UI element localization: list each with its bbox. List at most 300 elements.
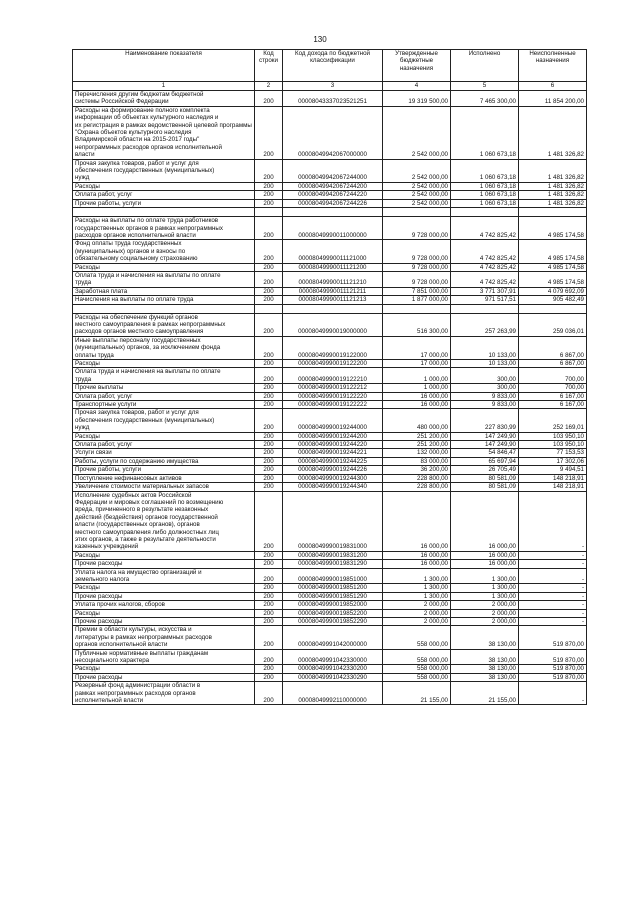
row-approved: 2 542 000,00 bbox=[383, 159, 451, 182]
table-row bbox=[73, 401, 587, 409]
row-unexecuted: 4 985 174,58 bbox=[519, 240, 587, 263]
row-income-code: 00008049990019851200 bbox=[283, 584, 383, 592]
row-name: Расходы bbox=[73, 584, 255, 592]
row-name: Фонд оплаты труда государственных (муниципальных) органов и взносы по обязательному социальному страхованию bbox=[73, 240, 255, 263]
table-row bbox=[73, 483, 587, 491]
row-approved: 228 800,00 bbox=[383, 474, 451, 482]
row-unexecuted: 103 950,10 bbox=[519, 441, 587, 449]
table-row bbox=[73, 551, 587, 559]
row-name: Перечисления другим бюджетам бюджетной системы Российской Федерации bbox=[73, 91, 255, 107]
row-name: Поступление нефинансовых активов bbox=[73, 474, 255, 482]
row-income-code: 00008049942067244220 bbox=[283, 191, 383, 199]
row-approved: 9 728 000,00 bbox=[383, 217, 451, 240]
row-line-code: 200 bbox=[255, 649, 283, 665]
row-income-code: 00008049991042330290 bbox=[283, 673, 383, 681]
row-executed: 1 060 673,18 bbox=[451, 159, 519, 182]
row-income-code: 00008049942067244200 bbox=[283, 182, 383, 190]
table-body bbox=[73, 91, 587, 705]
column-number: 4 bbox=[383, 82, 451, 91]
row-line-code: 200 bbox=[255, 626, 283, 649]
row-income-code: 00008049990019831000 bbox=[283, 491, 383, 551]
row-name: Увеличение стоимости материальных запасов bbox=[73, 483, 255, 491]
row-name: Расходы bbox=[73, 360, 255, 368]
row-approved: 2 000,00 bbox=[383, 609, 451, 617]
row-name: Прочие выплаты bbox=[73, 384, 255, 392]
row-name: Расходы bbox=[73, 182, 255, 190]
row-income-code: 00008049990019852290 bbox=[283, 618, 383, 626]
row-line-code: 200 bbox=[255, 296, 283, 304]
row-name: Расходы на формирование полного комплекта информации об объектах культурного наследия и их регистрация в рамках ведомственной целевой программы "Охрана объектов культурного наследия Владимирской области на 2015-2017 годы" непрограммных расходов органов исполнительной власти bbox=[73, 106, 255, 159]
row-unexecuted: 6 867,00 bbox=[519, 360, 587, 368]
table-row bbox=[73, 618, 587, 626]
row-line-code: 200 bbox=[255, 217, 283, 240]
table-row bbox=[73, 368, 587, 384]
table-row bbox=[73, 304, 587, 313]
table-row bbox=[73, 592, 587, 600]
row-line-code: 200 bbox=[255, 584, 283, 592]
row-unexecuted: 4 985 174,58 bbox=[519, 217, 587, 240]
row-income-code: 00008049990019831200 bbox=[283, 551, 383, 559]
table-row bbox=[73, 392, 587, 400]
row-executed: 16 000,00 bbox=[451, 491, 519, 551]
column-number: 5 bbox=[451, 82, 519, 91]
row-executed: 38 130,00 bbox=[451, 626, 519, 649]
row-income-code: 00008049942067244226 bbox=[283, 199, 383, 207]
row-name: Оплата работ, услуг bbox=[73, 191, 255, 199]
row-income-code: 00008049990019244221 bbox=[283, 449, 383, 457]
row-name: Прочая закупка товаров, работ и услуг для обеспечения государственных (муниципальных) нужд bbox=[73, 409, 255, 432]
row-line-code: 200 bbox=[255, 449, 283, 457]
row-executed: 2 000,00 bbox=[451, 618, 519, 626]
row-name: Прочая закупка товаров, работ и услуг для обеспечения государственных (муниципальных) нужд bbox=[73, 159, 255, 182]
row-income-code: 00008049990011121000 bbox=[283, 240, 383, 263]
row-approved: 17 000,00 bbox=[383, 336, 451, 359]
row-name: Исполнение судебных актов Российской Федерации и мировых соглашений по возмещению вреда, причиненного в результате незаконных действий (бездействия) органов государственной власти (государственных органов), органов местного самоуправления либо должностных лиц этих органов, а также в результате деятельности казенных учреждений bbox=[73, 491, 255, 551]
row-line-code: 200 bbox=[255, 263, 283, 271]
row-name: Оплата труда и начисления на выплаты по оплате труда bbox=[73, 271, 255, 287]
row-line-code: 200 bbox=[255, 457, 283, 465]
table-row bbox=[73, 682, 587, 705]
table-row bbox=[73, 609, 587, 617]
row-unexecuted: 700,00 bbox=[519, 368, 587, 384]
row-line-code bbox=[255, 304, 283, 313]
row-unexecuted: 1 481 326,82 bbox=[519, 182, 587, 190]
row-approved: 1 300,00 bbox=[383, 592, 451, 600]
row-income-code: 00008049990011121213 bbox=[283, 296, 383, 304]
row-executed bbox=[451, 208, 519, 217]
row-executed: 38 130,00 bbox=[451, 673, 519, 681]
row-approved: 17 000,00 bbox=[383, 360, 451, 368]
row-line-code: 200 bbox=[255, 483, 283, 491]
row-unexecuted: - bbox=[519, 491, 587, 551]
row-line-code: 200 bbox=[255, 491, 283, 551]
table-row bbox=[73, 384, 587, 392]
row-name: Расходы bbox=[73, 665, 255, 673]
header-line-code: Код строки bbox=[255, 50, 283, 82]
row-income-code bbox=[283, 304, 383, 313]
row-line-code: 200 bbox=[255, 182, 283, 190]
row-name: Расходы bbox=[73, 432, 255, 440]
row-unexecuted: 6 167,00 bbox=[519, 392, 587, 400]
column-number: 1 bbox=[73, 82, 255, 91]
row-name: Прочие расходы bbox=[73, 592, 255, 600]
row-income-code: 00008049942067000000 bbox=[283, 106, 383, 159]
row-income-code: 00008049990019851000 bbox=[283, 568, 383, 584]
row-name: Оплата работ, услуг bbox=[73, 441, 255, 449]
table-row bbox=[73, 296, 587, 304]
header-approved: Утвержденные бюджетные назначения bbox=[383, 50, 451, 82]
row-approved: 9 728 000,00 bbox=[383, 240, 451, 263]
row-unexecuted: 1 481 326,82 bbox=[519, 191, 587, 199]
row-line-code: 200 bbox=[255, 618, 283, 626]
column-number: 2 bbox=[255, 82, 283, 91]
row-executed: 26 705,49 bbox=[451, 466, 519, 474]
page-number: 130 bbox=[313, 35, 327, 44]
row-unexecuted: - bbox=[519, 592, 587, 600]
table-header-row bbox=[73, 50, 587, 82]
row-executed: 2 000,00 bbox=[451, 601, 519, 609]
row-executed: 1 060 673,18 bbox=[451, 191, 519, 199]
row-executed: 1 060 673,18 bbox=[451, 182, 519, 190]
row-approved: 16 000,00 bbox=[383, 491, 451, 551]
row-executed: 16 000,00 bbox=[451, 560, 519, 568]
row-approved: 132 000,00 bbox=[383, 449, 451, 457]
table-row bbox=[73, 441, 587, 449]
row-executed: 4 742 825,42 bbox=[451, 240, 519, 263]
row-name: Оплата работ, услуг bbox=[73, 392, 255, 400]
header-executed: Исполнено bbox=[451, 50, 519, 82]
row-executed: 7 465 300,00 bbox=[451, 91, 519, 107]
row-executed: 21 155,00 bbox=[451, 682, 519, 705]
row-name: Уплата налога на имущество организаций и земельного налога bbox=[73, 568, 255, 584]
row-approved: 1 877 000,00 bbox=[383, 296, 451, 304]
row-executed: 80 581,09 bbox=[451, 474, 519, 482]
row-income-code: 00008049990019122200 bbox=[283, 360, 383, 368]
row-approved: 516 300,00 bbox=[383, 313, 451, 336]
row-executed: 80 581,09 bbox=[451, 483, 519, 491]
row-line-code: 200 bbox=[255, 609, 283, 617]
table-row bbox=[73, 191, 587, 199]
row-name: Заработная плата bbox=[73, 287, 255, 295]
row-approved: 83 000,00 bbox=[383, 457, 451, 465]
row-income-code bbox=[283, 208, 383, 217]
row-executed: 147 249,90 bbox=[451, 441, 519, 449]
row-line-code: 200 bbox=[255, 568, 283, 584]
row-unexecuted: 4 985 174,58 bbox=[519, 271, 587, 287]
table-row bbox=[73, 584, 587, 592]
row-unexecuted: 1 481 326,82 bbox=[519, 199, 587, 207]
row-executed: 3 771 307,91 bbox=[451, 287, 519, 295]
table-row bbox=[73, 271, 587, 287]
row-line-code: 200 bbox=[255, 106, 283, 159]
row-line-code: 200 bbox=[255, 287, 283, 295]
row-name: Услуги связи bbox=[73, 449, 255, 457]
row-income-code: 00008049942067244000 bbox=[283, 159, 383, 182]
row-name: Прочие расходы bbox=[73, 673, 255, 681]
row-executed: 4 742 825,42 bbox=[451, 271, 519, 287]
row-approved: 9 728 000,00 bbox=[383, 271, 451, 287]
row-approved: 21 155,00 bbox=[383, 682, 451, 705]
row-unexecuted: - bbox=[519, 618, 587, 626]
row-line-code: 200 bbox=[255, 409, 283, 432]
row-income-code: 00008049990019122000 bbox=[283, 336, 383, 359]
row-unexecuted: 148 218,91 bbox=[519, 474, 587, 482]
row-unexecuted bbox=[519, 208, 587, 217]
row-name: Расходы bbox=[73, 263, 255, 271]
row-approved: 19 319 500,00 bbox=[383, 91, 451, 107]
row-income-code: 00008049990019244220 bbox=[283, 441, 383, 449]
row-line-code: 200 bbox=[255, 474, 283, 482]
row-approved bbox=[383, 304, 451, 313]
row-approved: 558 000,00 bbox=[383, 673, 451, 681]
row-unexecuted: 1 481 326,82 bbox=[519, 106, 587, 159]
table-row bbox=[73, 91, 587, 107]
row-approved: 9 728 000,00 bbox=[383, 263, 451, 271]
table-row bbox=[73, 240, 587, 263]
row-executed: 38 130,00 bbox=[451, 649, 519, 665]
row-income-code: 00008049990019122212 bbox=[283, 384, 383, 392]
row-income-code: 00008049990019122222 bbox=[283, 401, 383, 409]
row-unexecuted: - bbox=[519, 568, 587, 584]
row-unexecuted: 4 079 692,09 bbox=[519, 287, 587, 295]
table-row bbox=[73, 474, 587, 482]
row-approved: 558 000,00 bbox=[383, 649, 451, 665]
row-income-code: 00008049990019244340 bbox=[283, 483, 383, 491]
row-approved: 16 000,00 bbox=[383, 551, 451, 559]
row-name: Прочие расходы bbox=[73, 560, 255, 568]
table-row bbox=[73, 665, 587, 673]
row-executed: 147 249,90 bbox=[451, 432, 519, 440]
header-name: Наименование показателя bbox=[73, 50, 255, 82]
row-unexecuted: 4 985 174,58 bbox=[519, 263, 587, 271]
table-row bbox=[73, 457, 587, 465]
row-income-code: 00008049991042330000 bbox=[283, 649, 383, 665]
row-name: Расходы на выплаты по оплате труда работников государственных органов в рамках непрограммных расходов органов исполнительной власти bbox=[73, 217, 255, 240]
table-row bbox=[73, 626, 587, 649]
row-line-code: 200 bbox=[255, 551, 283, 559]
row-line-code: 200 bbox=[255, 432, 283, 440]
row-unexecuted: 519 870,00 bbox=[519, 649, 587, 665]
row-executed: 1 060 673,18 bbox=[451, 199, 519, 207]
row-unexecuted: 1 481 326,82 bbox=[519, 159, 587, 182]
row-name: Иные выплаты персоналу государственных (муниципальных) органов, за исключением фонда оплаты труда bbox=[73, 336, 255, 359]
row-executed: 4 742 825,42 bbox=[451, 263, 519, 271]
row-approved: 558 000,00 bbox=[383, 665, 451, 673]
row-name: Оплата труда и начисления на выплаты по оплате труда bbox=[73, 368, 255, 384]
row-approved: 2 542 000,00 bbox=[383, 199, 451, 207]
table-row bbox=[73, 649, 587, 665]
table-row bbox=[73, 449, 587, 457]
table-row bbox=[73, 491, 587, 551]
row-line-code: 200 bbox=[255, 665, 283, 673]
row-income-code: 00008049990019852000 bbox=[283, 601, 383, 609]
table-row bbox=[73, 159, 587, 182]
row-executed: 16 000,00 bbox=[451, 551, 519, 559]
row-unexecuted: 519 870,00 bbox=[519, 673, 587, 681]
row-name: Начисления на выплаты по оплате труда bbox=[73, 296, 255, 304]
row-approved: 1 300,00 bbox=[383, 568, 451, 584]
row-name: Прочие работы, услуги bbox=[73, 199, 255, 207]
row-approved: 558 000,00 bbox=[383, 626, 451, 649]
row-name: Расходы bbox=[73, 609, 255, 617]
row-line-code: 200 bbox=[255, 191, 283, 199]
row-unexecuted: 6 167,00 bbox=[519, 401, 587, 409]
row-name: Расходы bbox=[73, 551, 255, 559]
row-unexecuted: - bbox=[519, 551, 587, 559]
row-unexecuted: 259 036,01 bbox=[519, 313, 587, 336]
table-row bbox=[73, 263, 587, 271]
row-line-code: 200 bbox=[255, 673, 283, 681]
row-income-code: 00008049990019244000 bbox=[283, 409, 383, 432]
row-income-code: 00008049990019831290 bbox=[283, 560, 383, 568]
row-unexecuted: 148 218,91 bbox=[519, 483, 587, 491]
row-line-code: 200 bbox=[255, 159, 283, 182]
row-income-code: 00008049990019122210 bbox=[283, 368, 383, 384]
row-name: Расходы на обеспечение функций органов местного самоуправления в рамках непрограммных расходов органов местного самоуправления bbox=[73, 313, 255, 336]
row-name: Резервный фонд администрации области в рамках непрограммных расходов органов исполнительной власти bbox=[73, 682, 255, 705]
row-name: Прочие расходы bbox=[73, 618, 255, 626]
row-line-code: 200 bbox=[255, 313, 283, 336]
row-line-code bbox=[255, 208, 283, 217]
row-income-code: 00008049990019244300 bbox=[283, 474, 383, 482]
row-executed: 227 830,99 bbox=[451, 409, 519, 432]
row-approved: 16 000,00 bbox=[383, 392, 451, 400]
row-executed: 300,00 bbox=[451, 384, 519, 392]
row-income-code: 00008049990019852200 bbox=[283, 609, 383, 617]
row-executed: 10 133,00 bbox=[451, 336, 519, 359]
row-income-code: 00008049992110000000 bbox=[283, 682, 383, 705]
row-approved: 1 000,00 bbox=[383, 384, 451, 392]
row-line-code: 200 bbox=[255, 601, 283, 609]
row-name bbox=[73, 304, 255, 313]
row-unexecuted bbox=[519, 304, 587, 313]
row-line-code: 200 bbox=[255, 336, 283, 359]
row-executed: 9 833,00 bbox=[451, 392, 519, 400]
table-row bbox=[73, 560, 587, 568]
row-name bbox=[73, 208, 255, 217]
row-approved: 36 200,00 bbox=[383, 466, 451, 474]
row-executed bbox=[451, 304, 519, 313]
row-unexecuted: 519 870,00 bbox=[519, 626, 587, 649]
row-unexecuted: 11 854 200,00 bbox=[519, 91, 587, 107]
table-row bbox=[73, 208, 587, 217]
table-row bbox=[73, 336, 587, 359]
row-line-code: 200 bbox=[255, 401, 283, 409]
row-executed: 10 133,00 bbox=[451, 360, 519, 368]
row-approved: 2 000,00 bbox=[383, 601, 451, 609]
table-row bbox=[73, 601, 587, 609]
row-approved bbox=[383, 208, 451, 217]
row-line-code: 200 bbox=[255, 199, 283, 207]
table-row bbox=[73, 313, 587, 336]
row-name: Работы, услуги по содержанию имущества bbox=[73, 457, 255, 465]
row-executed: 2 000,00 bbox=[451, 609, 519, 617]
row-executed: 65 697,94 bbox=[451, 457, 519, 465]
row-executed: 1 300,00 bbox=[451, 592, 519, 600]
row-unexecuted: 700,00 bbox=[519, 384, 587, 392]
row-line-code: 200 bbox=[255, 271, 283, 287]
row-line-code: 200 bbox=[255, 592, 283, 600]
table-row bbox=[73, 432, 587, 440]
header-unexecuted: Неисполненные назначения bbox=[519, 50, 587, 82]
row-approved: 2 542 000,00 bbox=[383, 191, 451, 199]
table-row bbox=[73, 409, 587, 432]
row-approved: 16 000,00 bbox=[383, 560, 451, 568]
row-unexecuted: - bbox=[519, 609, 587, 617]
row-executed: 54 846,47 bbox=[451, 449, 519, 457]
row-unexecuted: - bbox=[519, 601, 587, 609]
row-unexecuted: 905 482,49 bbox=[519, 296, 587, 304]
row-income-code: 00008049990019244200 bbox=[283, 432, 383, 440]
row-executed: 1 300,00 bbox=[451, 584, 519, 592]
table-row bbox=[73, 673, 587, 681]
header-income-code: Код дохода по бюджетной классификации bbox=[283, 50, 383, 82]
row-line-code: 200 bbox=[255, 441, 283, 449]
row-income-code: 00008049990019122220 bbox=[283, 392, 383, 400]
row-name: Публичные нормативные выплаты гражданам несоциального характера bbox=[73, 649, 255, 665]
row-approved: 251 200,00 bbox=[383, 432, 451, 440]
row-income-code: 00008049990011000000 bbox=[283, 217, 383, 240]
row-income-code: 00008049990011121200 bbox=[283, 263, 383, 271]
row-line-code: 200 bbox=[255, 91, 283, 107]
budget-execution-table bbox=[72, 49, 587, 705]
row-unexecuted: 9 494,51 bbox=[519, 466, 587, 474]
table-row bbox=[73, 106, 587, 159]
table-row bbox=[73, 199, 587, 207]
row-executed: 300,00 bbox=[451, 368, 519, 384]
row-executed: 1 300,00 bbox=[451, 568, 519, 584]
row-approved: 16 000,00 bbox=[383, 401, 451, 409]
row-income-code: 00008049990011121210 bbox=[283, 271, 383, 287]
row-unexecuted: 77 153,53 bbox=[519, 449, 587, 457]
table-row bbox=[73, 466, 587, 474]
row-executed: 9 833,00 bbox=[451, 401, 519, 409]
column-number: 6 bbox=[519, 82, 587, 91]
row-unexecuted: 252 169,01 bbox=[519, 409, 587, 432]
table-row bbox=[73, 182, 587, 190]
table-row bbox=[73, 217, 587, 240]
row-unexecuted: - bbox=[519, 560, 587, 568]
row-executed: 971 517,51 bbox=[451, 296, 519, 304]
row-income-code: 00008049990019000000 bbox=[283, 313, 383, 336]
row-line-code: 200 bbox=[255, 560, 283, 568]
row-executed: 38 130,00 bbox=[451, 665, 519, 673]
row-approved: 1 000,00 bbox=[383, 368, 451, 384]
table-row bbox=[73, 287, 587, 295]
row-line-code: 200 bbox=[255, 392, 283, 400]
row-name: Премии в области культуры, искусства и литературы в рамках непрограммных расходов органов исполнительной власти bbox=[73, 626, 255, 649]
row-line-code: 200 bbox=[255, 682, 283, 705]
row-executed: 1 060 673,18 bbox=[451, 106, 519, 159]
row-unexecuted: 17 302,06 bbox=[519, 457, 587, 465]
row-executed: 257 263,99 bbox=[451, 313, 519, 336]
row-approved: 480 000,00 bbox=[383, 409, 451, 432]
row-name: Транспортные услуги bbox=[73, 401, 255, 409]
row-income-code: 00008049990019851290 bbox=[283, 592, 383, 600]
row-approved: 228 800,00 bbox=[383, 483, 451, 491]
row-line-code: 200 bbox=[255, 240, 283, 263]
row-unexecuted: - bbox=[519, 584, 587, 592]
row-approved: 1 300,00 bbox=[383, 584, 451, 592]
row-line-code: 200 bbox=[255, 384, 283, 392]
row-line-code: 200 bbox=[255, 360, 283, 368]
row-income-code: 00008049991042330200 bbox=[283, 665, 383, 673]
column-number: 3 bbox=[283, 82, 383, 91]
row-executed: 4 742 825,42 bbox=[451, 217, 519, 240]
row-approved: 7 851 000,00 bbox=[383, 287, 451, 295]
row-income-code: 00008049990019244226 bbox=[283, 466, 383, 474]
column-number-row bbox=[73, 82, 587, 91]
